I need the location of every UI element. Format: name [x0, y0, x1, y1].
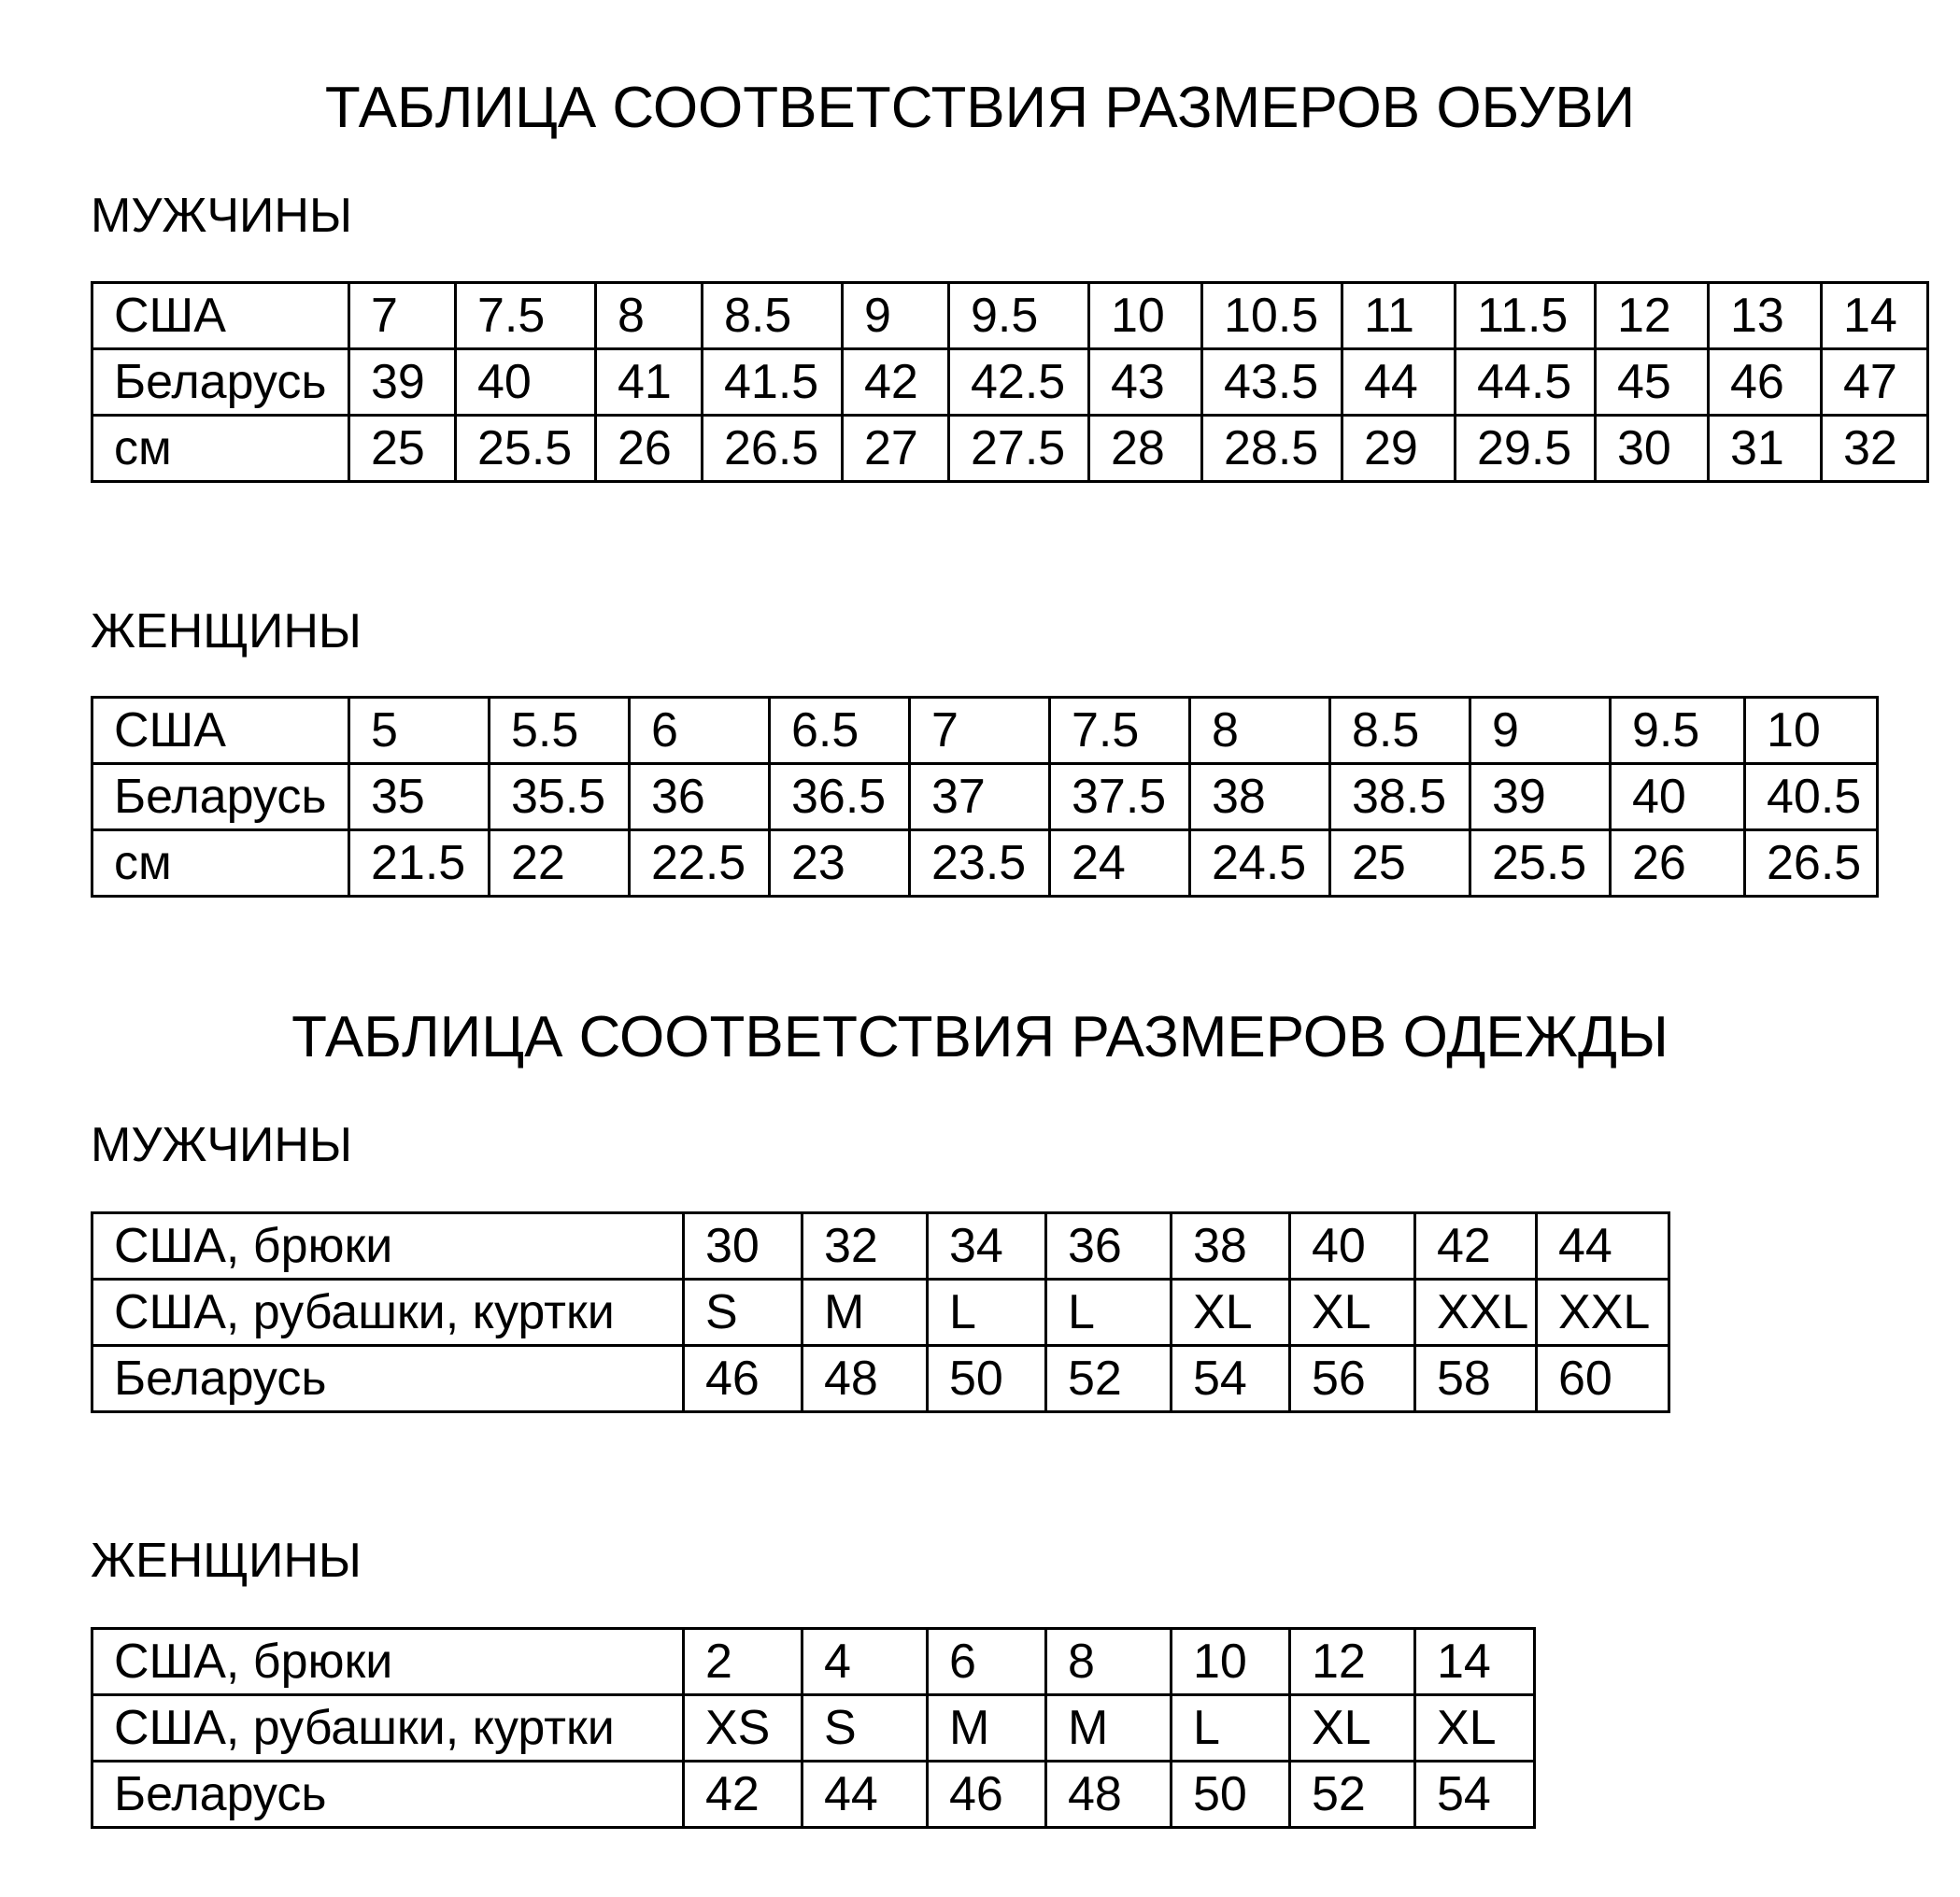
size-cell: XS — [684, 1695, 802, 1762]
size-cell: 42.5 — [949, 349, 1089, 416]
size-cell: 42 — [684, 1762, 802, 1828]
size-cell: 42 — [843, 349, 949, 416]
size-cell: 32 — [802, 1213, 928, 1280]
size-cell: 4 — [802, 1629, 928, 1695]
size-cell: 23.5 — [910, 830, 1050, 897]
shoe-size-chart-title: ТАБЛИЦА СООТВЕТСТВИЯ РАЗМЕРОВ ОБУВИ — [324, 76, 1636, 140]
size-cell: 40.5 — [1745, 764, 1878, 830]
size-cell: 39 — [1470, 764, 1611, 830]
size-cell: 22.5 — [630, 830, 770, 897]
size-cell: 50 — [1172, 1762, 1290, 1828]
table-row — [92, 1762, 1535, 1828]
size-cell: 28 — [1089, 416, 1202, 482]
size-cell: 40 — [456, 349, 596, 416]
size-cell: 25 — [1330, 830, 1470, 897]
size-cell: 48 — [1046, 1762, 1172, 1828]
size-cell: 10 — [1745, 698, 1878, 764]
table-row — [92, 1629, 1535, 1695]
size-cell: 10.5 — [1202, 283, 1342, 349]
shoes-men-heading: МУЖЧИНЫ — [91, 189, 352, 243]
table-row — [92, 698, 1878, 764]
size-cell: 28.5 — [1202, 416, 1342, 482]
size-cell: 25.5 — [456, 416, 596, 482]
size-cell: 12 — [1290, 1629, 1415, 1695]
size-cell: 52 — [1290, 1762, 1415, 1828]
size-cell: 6 — [630, 698, 770, 764]
size-cell: 35.5 — [490, 764, 630, 830]
size-cell: 13 — [1709, 283, 1822, 349]
size-cell: 10 — [1172, 1629, 1290, 1695]
size-cell: 25.5 — [1470, 830, 1611, 897]
size-cell: 41 — [596, 349, 703, 416]
row-label-cell: Беларусь — [92, 349, 349, 416]
size-cell: 7 — [349, 283, 456, 349]
table-row — [92, 349, 1928, 416]
size-cell: 14 — [1822, 283, 1928, 349]
size-cell: 44 — [802, 1762, 928, 1828]
size-cell: XXL — [1415, 1280, 1537, 1346]
size-cell: M — [802, 1280, 928, 1346]
size-cell: 50 — [928, 1346, 1046, 1412]
size-cell: XL — [1172, 1280, 1290, 1346]
size-cell: 36.5 — [770, 764, 910, 830]
size-cell: L — [1172, 1695, 1290, 1762]
clothes-men-table — [91, 1211, 1670, 1413]
size-cell: 40 — [1290, 1213, 1415, 1280]
row-label-cell: США, брюки — [92, 1213, 684, 1280]
size-cell: 36 — [630, 764, 770, 830]
size-cell: 41.5 — [703, 349, 843, 416]
size-cell: 26 — [1611, 830, 1745, 897]
shoes-women-heading: ЖЕНЩИНЫ — [91, 604, 362, 658]
size-cell: S — [802, 1695, 928, 1762]
size-cell: 11 — [1342, 283, 1456, 349]
size-cell: 12 — [1596, 283, 1709, 349]
size-cell: 42 — [1415, 1213, 1537, 1280]
size-cell: M — [1046, 1695, 1172, 1762]
size-cell: 40 — [1611, 764, 1745, 830]
shoes-women-table — [91, 696, 1879, 898]
row-label-cell: США, рубашки, куртки — [92, 1695, 684, 1762]
size-cell: 43 — [1089, 349, 1202, 416]
size-cell: 26.5 — [1745, 830, 1878, 897]
size-cell: 58 — [1415, 1346, 1537, 1412]
size-cell: 8 — [596, 283, 703, 349]
size-cell: S — [684, 1280, 802, 1346]
table-row — [92, 283, 1928, 349]
size-cell: 54 — [1415, 1762, 1535, 1828]
size-cell: 48 — [802, 1346, 928, 1412]
size-cell: 38 — [1172, 1213, 1290, 1280]
shoes-men-table — [91, 281, 1929, 483]
size-cell: 32 — [1822, 416, 1928, 482]
row-label-cell: Беларусь — [92, 1346, 684, 1412]
size-cell: XL — [1290, 1280, 1415, 1346]
size-cell: 7.5 — [1050, 698, 1190, 764]
size-cell: 8 — [1190, 698, 1330, 764]
size-cell: 27 — [843, 416, 949, 482]
size-cell: L — [928, 1280, 1046, 1346]
size-cell: 24 — [1050, 830, 1190, 897]
size-cell: 8.5 — [703, 283, 843, 349]
size-cell: 45 — [1596, 349, 1709, 416]
clothes-women-heading: ЖЕНЩИНЫ — [91, 1534, 362, 1588]
size-cell: 46 — [1709, 349, 1822, 416]
size-cell: XL — [1415, 1695, 1535, 1762]
size-cell: 25 — [349, 416, 456, 482]
row-label-cell: США, брюки — [92, 1629, 684, 1695]
size-cell: 37.5 — [1050, 764, 1190, 830]
table-row — [92, 1280, 1669, 1346]
size-cell: 2 — [684, 1629, 802, 1695]
row-label-cell: США, рубашки, куртки — [92, 1280, 684, 1346]
size-cell: 44 — [1537, 1213, 1669, 1280]
size-cell: 8 — [1046, 1629, 1172, 1695]
size-cell: 21.5 — [349, 830, 490, 897]
size-cell: 7.5 — [456, 283, 596, 349]
size-cell: 26.5 — [703, 416, 843, 482]
clothes-women-table — [91, 1627, 1536, 1829]
size-cell: 38.5 — [1330, 764, 1470, 830]
size-cell: 9 — [1470, 698, 1611, 764]
size-cell: 54 — [1172, 1346, 1290, 1412]
row-label-cell: США — [92, 283, 349, 349]
table-row — [92, 416, 1928, 482]
size-cell: 22 — [490, 830, 630, 897]
size-cell: L — [1046, 1280, 1172, 1346]
size-cell: 26 — [596, 416, 703, 482]
size-cell: 14 — [1415, 1629, 1535, 1695]
size-cell: 60 — [1537, 1346, 1669, 1412]
size-cell: 30 — [684, 1213, 802, 1280]
size-cell: 6 — [928, 1629, 1046, 1695]
size-cell: M — [928, 1695, 1046, 1762]
size-cell: 47 — [1822, 349, 1928, 416]
row-label-cell: Беларусь — [92, 1762, 684, 1828]
size-cell: 11.5 — [1456, 283, 1596, 349]
size-cell: 35 — [349, 764, 490, 830]
size-cell: 9.5 — [1611, 698, 1745, 764]
table-row — [92, 1695, 1535, 1762]
row-label-cell: США — [92, 698, 349, 764]
size-cell: 29 — [1342, 416, 1456, 482]
size-cell: 9.5 — [949, 283, 1089, 349]
size-cell: 38 — [1190, 764, 1330, 830]
table-row — [92, 1213, 1669, 1280]
size-cell: 30 — [1596, 416, 1709, 482]
size-cell: 46 — [928, 1762, 1046, 1828]
size-cell: 39 — [349, 349, 456, 416]
size-cell: 10 — [1089, 283, 1202, 349]
table-row — [92, 1346, 1669, 1412]
table-row — [92, 764, 1878, 830]
clothes-men-heading: МУЖЧИНЫ — [91, 1118, 352, 1172]
size-cell: 56 — [1290, 1346, 1415, 1412]
size-cell: 46 — [684, 1346, 802, 1412]
size-cell: 44.5 — [1456, 349, 1596, 416]
size-cell: 52 — [1046, 1346, 1172, 1412]
size-cell: 24.5 — [1190, 830, 1330, 897]
size-cell: 27.5 — [949, 416, 1089, 482]
size-cell: 6.5 — [770, 698, 910, 764]
size-cell: 7 — [910, 698, 1050, 764]
row-label-cell: Беларусь — [92, 764, 349, 830]
size-cell: 31 — [1709, 416, 1822, 482]
size-cell: 37 — [910, 764, 1050, 830]
size-cell: 29.5 — [1456, 416, 1596, 482]
size-cell: 43.5 — [1202, 349, 1342, 416]
clothing-size-chart-title: ТАБЛИЦА СООТВЕТСТВИЯ РАЗМЕРОВ ОДЕЖДЫ — [291, 1005, 1669, 1069]
row-label-cell: см — [92, 830, 349, 897]
size-cell: XL — [1290, 1695, 1415, 1762]
size-cell: 8.5 — [1330, 698, 1470, 764]
row-label-cell: см — [92, 416, 349, 482]
size-cell: XXL — [1537, 1280, 1669, 1346]
size-cell: 44 — [1342, 349, 1456, 416]
size-cell: 34 — [928, 1213, 1046, 1280]
table-row — [92, 830, 1878, 897]
size-cell: 5 — [349, 698, 490, 764]
size-cell: 9 — [843, 283, 949, 349]
size-cell: 36 — [1046, 1213, 1172, 1280]
size-cell: 5.5 — [490, 698, 630, 764]
size-cell: 23 — [770, 830, 910, 897]
